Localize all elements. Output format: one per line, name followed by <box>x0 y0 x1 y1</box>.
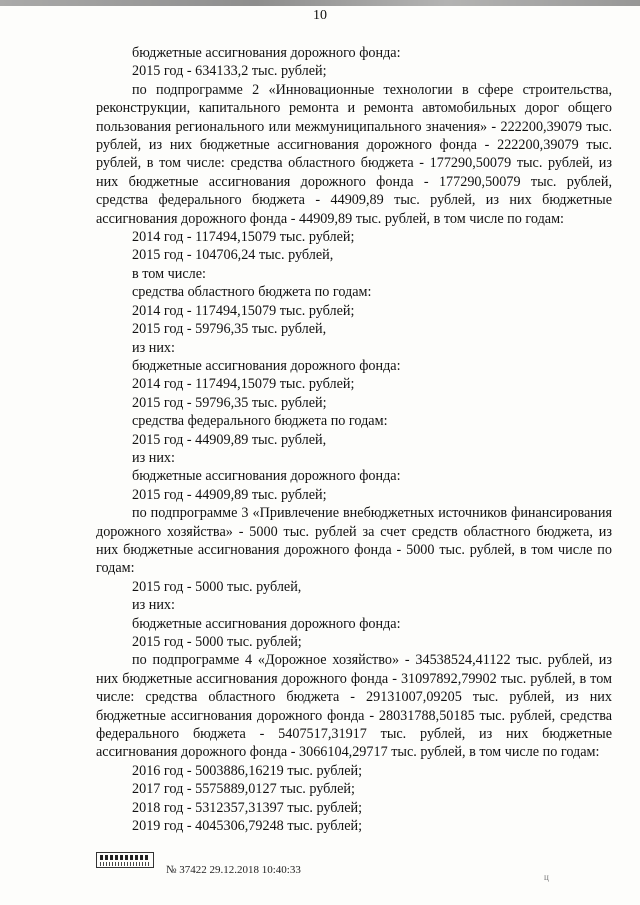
text-line: 2014 год - 117494,15079 тыс. рублей; <box>132 229 355 246</box>
text-line: 2015 год - 634133,2 тыс. рублей; <box>132 63 327 80</box>
text-line: 2015 год - 59796,35 тыс. рублей; <box>132 394 327 411</box>
text-line: средства федерального бюджета по годам: <box>132 413 388 430</box>
text-line: из них: <box>132 339 175 356</box>
page-number: 10 <box>313 8 327 23</box>
paragraph-subprogram-3: по подпрограмме 3 «Привлечение внебюджетных источников финансирования дорожного хозяйства» - 5000 тыс. рублей за счет средств областного бюджета, из них бюджетные ассигнования дорожного фонда - 5000 тыс. рублей, в том числе по годам: <box>96 505 612 577</box>
text-line: 2015 год - 104706,24 тыс. рублей, <box>132 247 334 264</box>
text-line: 2016 год - 5003886,16219 тыс. рублей; <box>132 762 363 779</box>
text-line: бюджетные ассигнования дорожного фонда: <box>132 45 401 61</box>
text-line: 2015 год - 5000 тыс. рублей, <box>132 578 302 595</box>
text-line: 2015 год - 5000 тыс. рублей; <box>132 634 302 650</box>
text-line: 2018 год - 5312357,31397 тыс. рублей; <box>132 799 363 816</box>
paragraph-subprogram-2: по подпрограмме 2 «Инновационные технологии в сфере строительства, реконструкции, капитального ремонта и ремонта автомобильных дорог общего пользования регионального или межмуниципального значения» - 222200,39079 тыс. рублей, из них бюджетные ассигнования дорожного фонда - 222200,39079 тыс. рублей, в том числе: средства областного бюджета - 177290,50079 тыс. рублей, из них бюджетные ассигнования дорожного фонда - 177290,50079 тыс. рублей, средства федерального бюджета - 44909,89 тыс. рублей, из них бюджетные ассигнования дорожного фонда - 44909,89 тыс. рублей, в том числе по годам: <box>96 81 612 227</box>
text-line: средства областного бюджета по годам: <box>132 284 372 301</box>
handwritten-mark: ц <box>544 872 549 882</box>
text-line: бюджетные ассигнования дорожного фонда: <box>132 468 401 485</box>
text-line: 2019 год - 4045306,79248 тыс. рублей; <box>132 818 363 835</box>
text-line: 2015 год - 44909,89 тыс. рублей; <box>132 486 327 503</box>
text-line: 2014 год - 117494,15079 тыс. рублей; <box>132 376 355 393</box>
document-body <box>96 44 612 835</box>
text-line: из них: <box>132 597 175 614</box>
text-line: бюджетные ассигнования дорожного фонда: <box>132 357 401 374</box>
text-line: 2015 год - 44909,89 тыс. рублей, <box>132 431 327 448</box>
text-line: 2017 год - 5575889,0127 тыс. рублей; <box>132 781 355 798</box>
document-registration-number: № 37422 29.12.2018 10:40:33 <box>166 864 301 876</box>
text-line: бюджетные ассигнования дорожного фонда: <box>132 615 401 632</box>
text-line: в том числе: <box>132 265 206 282</box>
text-line: 2014 год - 117494,15079 тыс. рублей; <box>132 302 355 319</box>
registry-stamp-logo <box>96 852 154 868</box>
text-line: из них: <box>132 449 175 466</box>
text-line: 2015 год - 59796,35 тыс. рублей, <box>132 321 327 338</box>
scan-edge <box>0 0 640 6</box>
paragraph-subprogram-4: по подпрограмме 4 «Дорожное хозяйство» - 34538524,41122 тыс. рублей, из них бюджетные ассигнования дорожного фонда - 31097892,79902 тыс. рублей, в том числе: средства областного бюджета - 29131007,09205 тыс. рублей, из них бюджетные ассигнования дорожного фонда - 28031788,50185 тыс. рублей, средства федерального бюджета - 5407517,31917 тыс. рублей, из них бюджетные ассигнования дорожного фонда - 3066104,29717 тыс. рублей, в том числе по годам: <box>96 652 612 761</box>
